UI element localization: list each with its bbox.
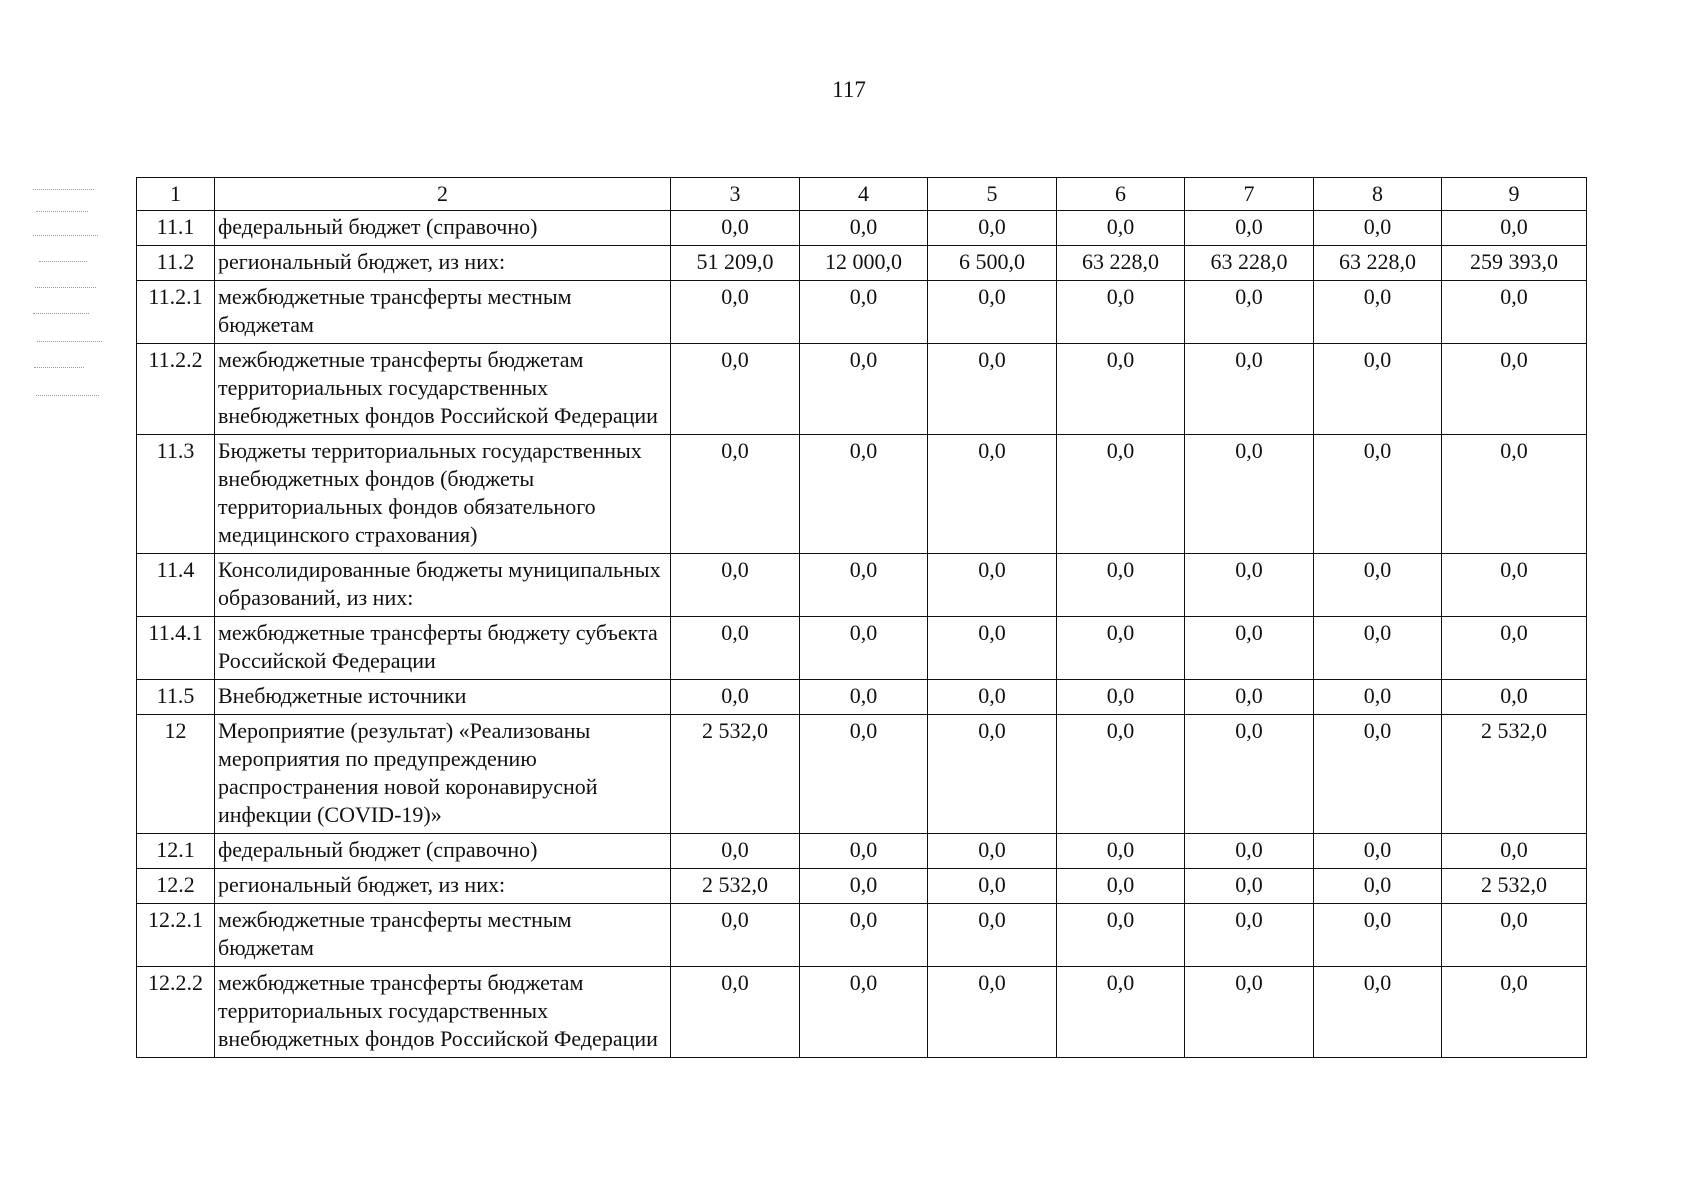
value-cell-col-3: 0,0 [671,834,800,869]
value-cell-col-3: 2 532,0 [671,715,800,834]
value-cell-col-9: 259 393,0 [1442,246,1587,281]
value-cell-col-7: 0,0 [1185,211,1314,246]
row-name: федеральный бюджет (справочно) [215,834,671,869]
value-cell-col-9: 0,0 [1442,211,1587,246]
value-cell-col-4: 0,0 [800,617,928,680]
table-row [137,435,1587,554]
header-cell-7: 7 [1185,178,1314,211]
value-cell-col-5: 0,0 [928,281,1057,344]
value-cell-col-7: 0,0 [1185,967,1314,1058]
row-name: межбюджетные трансферты местным бюджетам [215,281,671,344]
value-cell-col-4: 0,0 [800,680,928,715]
value-cell-col-6: 0,0 [1057,680,1185,715]
row-name: Бюджеты территориальных государственных внебюджетных фондов (бюджеты территориальных фондов обязательного медицинского страхования) [215,435,671,554]
value-cell-col-3: 0,0 [671,617,800,680]
value-cell-col-6: 0,0 [1057,211,1185,246]
row-number: 11.4 [137,554,215,617]
value-cell-col-6: 0,0 [1057,344,1185,435]
value-cell-col-5: 0,0 [928,617,1057,680]
value-cell-col-6: 0,0 [1057,834,1185,869]
header-row [137,178,1587,211]
value-cell-col-7: 0,0 [1185,554,1314,617]
value-cell-col-6: 0,0 [1057,554,1185,617]
row-number: 11.2.1 [137,281,215,344]
value-cell-col-7: 0,0 [1185,281,1314,344]
scan-artifact [33,189,107,404]
row-name: Консолидированные бюджеты муниципальных образований, из них: [215,554,671,617]
value-cell-col-4: 0,0 [800,554,928,617]
value-cell-col-4: 0,0 [800,281,928,344]
value-cell-col-9: 0,0 [1442,904,1587,967]
value-cell-col-3: 2 532,0 [671,869,800,904]
value-cell-col-3: 0,0 [671,680,800,715]
header-cell-9: 9 [1442,178,1587,211]
value-cell-col-7: 0,0 [1185,834,1314,869]
row-number: 12 [137,715,215,834]
row-name: межбюджетные трансферты бюджетам территориальных государственных внебюджетных фондов Российской Федерации [215,967,671,1058]
table-row [137,211,1587,246]
header-cell-3: 3 [671,178,800,211]
table-body [137,178,1587,1058]
value-cell-col-5: 6 500,0 [928,246,1057,281]
header-cell-5: 5 [928,178,1057,211]
value-cell-col-3: 0,0 [671,554,800,617]
value-cell-col-5: 0,0 [928,554,1057,617]
table-row [137,554,1587,617]
value-cell-col-9: 0,0 [1442,617,1587,680]
value-cell-col-7: 0,0 [1185,617,1314,680]
row-number: 11.3 [137,435,215,554]
value-cell-col-9: 2 532,0 [1442,715,1587,834]
value-cell-col-8: 0,0 [1314,715,1442,834]
value-cell-col-6: 0,0 [1057,869,1185,904]
value-cell-col-3: 0,0 [671,435,800,554]
value-cell-col-3: 0,0 [671,904,800,967]
value-cell-col-5: 0,0 [928,344,1057,435]
row-number: 12.2.2 [137,967,215,1058]
table-row [137,904,1587,967]
value-cell-col-4: 0,0 [800,211,928,246]
value-cell-col-4: 0,0 [800,715,928,834]
value-cell-col-5: 0,0 [928,435,1057,554]
value-cell-col-5: 0,0 [928,715,1057,834]
budget-table [136,177,1587,1058]
value-cell-col-9: 0,0 [1442,554,1587,617]
header-cell-8: 8 [1314,178,1442,211]
table-row [137,834,1587,869]
value-cell-col-8: 0,0 [1314,967,1442,1058]
value-cell-col-8: 0,0 [1314,281,1442,344]
value-cell-col-8: 63 228,0 [1314,246,1442,281]
value-cell-col-5: 0,0 [928,869,1057,904]
value-cell-col-8: 0,0 [1314,617,1442,680]
row-name: региональный бюджет, из них: [215,246,671,281]
value-cell-col-5: 0,0 [928,834,1057,869]
row-number: 11.2.2 [137,344,215,435]
value-cell-col-3: 51 209,0 [671,246,800,281]
value-cell-col-6: 63 228,0 [1057,246,1185,281]
row-name: межбюджетные трансферты местным бюджетам [215,904,671,967]
value-cell-col-4: 0,0 [800,435,928,554]
header-cell-2: 2 [215,178,671,211]
value-cell-col-8: 0,0 [1314,834,1442,869]
table-row [137,617,1587,680]
value-cell-col-4: 12 000,0 [800,246,928,281]
row-name: Внебюджетные источники [215,680,671,715]
row-number: 12.1 [137,834,215,869]
value-cell-col-6: 0,0 [1057,617,1185,680]
value-cell-col-4: 0,0 [800,904,928,967]
value-cell-col-9: 0,0 [1442,834,1587,869]
header-cell-6: 6 [1057,178,1185,211]
value-cell-col-4: 0,0 [800,344,928,435]
row-number: 11.5 [137,680,215,715]
row-number: 12.2.1 [137,904,215,967]
value-cell-col-3: 0,0 [671,967,800,1058]
value-cell-col-9: 0,0 [1442,967,1587,1058]
value-cell-col-8: 0,0 [1314,435,1442,554]
value-cell-col-5: 0,0 [928,904,1057,967]
value-cell-col-9: 0,0 [1442,344,1587,435]
value-cell-col-6: 0,0 [1057,281,1185,344]
table-row [137,869,1587,904]
row-name: Мероприятие (результат) «Реализованы мероприятия по предупреждению распространения новой коронавирусной инфекции (COVID-19)» [215,715,671,834]
value-cell-col-8: 0,0 [1314,869,1442,904]
value-cell-col-9: 0,0 [1442,281,1587,344]
value-cell-col-8: 0,0 [1314,344,1442,435]
row-name: межбюджетные трансферты бюджету субъекта Российской Федерации [215,617,671,680]
page-number: 117 [832,77,866,102]
value-cell-col-6: 0,0 [1057,967,1185,1058]
header-cell-1: 1 [137,178,215,211]
value-cell-col-7: 0,0 [1185,904,1314,967]
value-cell-col-9: 0,0 [1442,435,1587,554]
value-cell-col-3: 0,0 [671,211,800,246]
row-name: региональный бюджет, из них: [215,869,671,904]
value-cell-col-6: 0,0 [1057,904,1185,967]
row-number: 11.1 [137,211,215,246]
value-cell-col-5: 0,0 [928,967,1057,1058]
value-cell-col-8: 0,0 [1314,211,1442,246]
row-number: 11.2 [137,246,215,281]
value-cell-col-6: 0,0 [1057,715,1185,834]
value-cell-col-4: 0,0 [800,834,928,869]
value-cell-col-7: 63 228,0 [1185,246,1314,281]
value-cell-col-6: 0,0 [1057,435,1185,554]
value-cell-col-7: 0,0 [1185,869,1314,904]
row-number: 12.2 [137,869,215,904]
table-row [137,680,1587,715]
value-cell-col-5: 0,0 [928,680,1057,715]
value-cell-col-3: 0,0 [671,344,800,435]
row-name: межбюджетные трансферты бюджетам территориальных государственных внебюджетных фондов Российской Федерации [215,344,671,435]
value-cell-col-8: 0,0 [1314,680,1442,715]
value-cell-col-7: 0,0 [1185,715,1314,834]
value-cell-col-9: 0,0 [1442,680,1587,715]
value-cell-col-3: 0,0 [671,281,800,344]
value-cell-col-5: 0,0 [928,211,1057,246]
table-row [137,967,1587,1058]
value-cell-col-7: 0,0 [1185,344,1314,435]
value-cell-col-7: 0,0 [1185,680,1314,715]
table-row [137,246,1587,281]
value-cell-col-4: 0,0 [800,967,928,1058]
row-name: федеральный бюджет (справочно) [215,211,671,246]
table-row [137,281,1587,344]
row-number: 11.4.1 [137,617,215,680]
value-cell-col-8: 0,0 [1314,554,1442,617]
value-cell-col-7: 0,0 [1185,435,1314,554]
table-row [137,344,1587,435]
value-cell-col-4: 0,0 [800,869,928,904]
table-row [137,715,1587,834]
value-cell-col-9: 2 532,0 [1442,869,1587,904]
value-cell-col-8: 0,0 [1314,904,1442,967]
header-cell-4: 4 [800,178,928,211]
